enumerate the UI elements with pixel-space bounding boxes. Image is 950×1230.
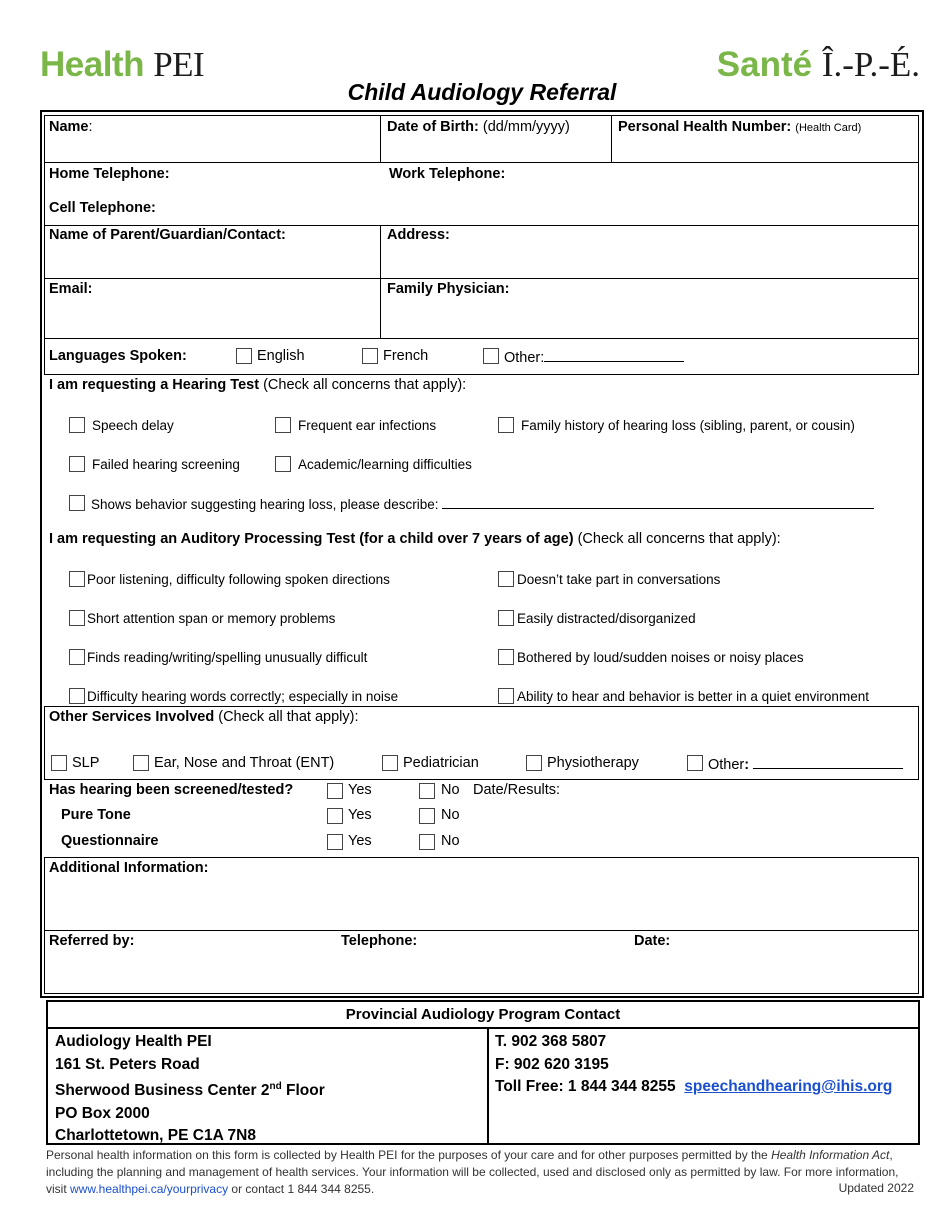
french-checkbox[interactable] [362,348,378,364]
additional-information-field[interactable]: Additional Information: [49,860,209,876]
divider [44,930,919,931]
loud-noises-label: Bothered by loud/sudden noises or noisy places [517,650,804,665]
loud-noises-checkbox[interactable] [498,649,514,665]
email-field[interactable]: Email: [49,281,93,297]
home-telephone-field[interactable]: Home Telephone: [49,166,170,182]
screened-no-checkbox[interactable] [419,783,435,799]
ear-infections-checkbox[interactable] [275,417,291,433]
physiotherapy-checkbox[interactable] [526,755,542,771]
pure-tone-label: Pure Tone [61,807,131,823]
hearing-test-heading: I am requesting a Hearing Test (Check all concerns that apply): [49,377,467,393]
pediatrician-checkbox[interactable] [382,755,398,771]
auditory-processing-heading: I am requesting an Auditory Processing Test (for a child over 7 years of age) (Check all concerns that apply): [49,531,781,547]
contact-heading: Provincial Audiology Program Contact [48,1002,918,1029]
attention-span-label: Short attention span or memory problems [87,611,336,626]
divider [380,115,381,162]
distracted-label: Easily distracted/disorganized [517,611,696,626]
referral-date-field[interactable]: Date: [634,933,671,949]
logo-ipe-word: Î.-P.-É. [821,45,920,84]
speech-delay-checkbox[interactable] [69,417,85,433]
divider [44,225,919,226]
behavior-hearing-loss-field[interactable]: Shows behavior suggesting hearing loss, please describe: [91,495,874,513]
phn-field[interactable]: Personal Health Number: (Health Card) [618,119,862,135]
family-history-checkbox[interactable] [498,417,514,433]
pure-tone-no-checkbox[interactable] [419,808,435,824]
logo-health-word: Health [40,45,144,84]
slp-checkbox[interactable] [51,755,67,771]
attention-span-checkbox[interactable] [69,610,85,626]
languages-label: Languages Spoken: [49,348,187,364]
academic-difficulties-label: Academic/learning difficulties [298,457,472,472]
french-label: French [383,348,429,364]
ent-label: Ear, Nose and Throat (ENT) [154,755,335,771]
logo-sante-word: Santé [716,45,813,84]
other-language-checkbox[interactable] [483,348,499,364]
failed-screening-label: Failed hearing screening [92,457,240,472]
other-services-heading: Other Services Involved (Check all that apply): [49,709,359,725]
english-checkbox[interactable] [236,348,252,364]
behavior-hearing-loss-checkbox[interactable] [69,495,85,511]
questionnaire-no-checkbox[interactable] [419,834,435,850]
divider [611,115,612,162]
distracted-checkbox[interactable] [498,610,514,626]
name-field[interactable]: Name: [49,119,93,135]
pure-tone-no-label: No [441,807,460,823]
logo-pei-word: PEI [153,45,205,84]
questionnaire-yes-checkbox[interactable] [327,834,343,850]
other-language-field[interactable]: Other: [504,348,684,367]
conversations-checkbox[interactable] [498,571,514,587]
slp-label: SLP [72,755,100,771]
family-history-label: Family history of hearing loss (sibling, parent, or cousin) [521,418,855,433]
hearing-words-checkbox[interactable] [69,688,85,704]
referrer-telephone-field[interactable]: Telephone: [341,933,418,949]
hearing-words-label: Difficulty hearing words correctly; especially in noise [87,689,399,704]
page-title: Child Audiology Referral [347,79,617,105]
screening-question: Has hearing been screened/tested? [49,782,294,798]
pure-tone-yes-checkbox[interactable] [327,808,343,824]
reading-writing-checkbox[interactable] [69,649,85,665]
questionnaire-label: Questionnaire [61,833,159,849]
work-telephone-field[interactable]: Work Telephone: [389,166,506,182]
ent-checkbox[interactable] [133,755,149,771]
failed-screening-checkbox[interactable] [69,456,85,472]
quiet-environment-checkbox[interactable] [498,688,514,704]
contact-email-link[interactable]: speechandhearing@ihis.org [684,1078,893,1095]
contact-numbers: T. 902 368 5807 F: 902 620 3195 Toll Free: 1 844 344 8255 speechandhearing@ihis.org [495,1033,893,1095]
dob-field[interactable]: Date of Birth: (dd/mm/yyyy) [387,119,570,135]
patient-info-box [44,115,919,375]
conversations-label: Doesn’t take part in conversations [517,572,721,587]
physiotherapy-label: Physiotherapy [547,755,639,771]
pure-tone-yes-label: Yes [348,807,372,823]
questionnaire-yes-label: Yes [348,833,372,849]
date-results-field[interactable]: Date/Results: [473,782,561,798]
parent-guardian-field[interactable]: Name of Parent/Guardian/Contact: [49,227,286,243]
poor-listening-checkbox[interactable] [69,571,85,587]
updated-date: Updated 2022 [838,1181,914,1195]
speech-delay-label: Speech delay [92,418,174,433]
privacy-website-link[interactable]: www.healthpei.ca/yourprivacy [70,1182,229,1196]
divider [44,162,919,163]
reading-writing-label: Finds reading/writing/spelling unusually difficult [87,650,368,665]
screened-no-label: No [441,782,460,798]
address-field[interactable]: Address: [387,227,450,243]
privacy-notice: Personal health information on this form is collected by Health PEI for the purposes of your care and for other purposes permitted by the Health Information Act, including the planning and management of health services. Your information will be collected, used and disclosed only as permitted by law. For more information, visit www.healthpei.ca/yourprivacy or contact 1 844 344 8255. [46,1148,899,1196]
screened-yes-label: Yes [348,782,372,798]
english-label: English [257,348,305,364]
divider [44,278,919,279]
academic-difficulties-checkbox[interactable] [275,456,291,472]
divider [487,1029,489,1143]
contact-box [46,1000,920,1145]
poor-listening-label: Poor listening, difficulty following spoken directions [87,572,390,587]
referred-by-field[interactable]: Referred by: [49,933,135,949]
pediatrician-label: Pediatrician [403,755,479,771]
other-service-checkbox[interactable] [687,755,703,771]
other-service-field[interactable]: Other: [708,755,903,774]
questionnaire-no-label: No [441,833,460,849]
quiet-environment-label: Ability to hear and behavior is better in a quiet environment [517,689,869,704]
family-physician-field[interactable]: Family Physician: [387,281,510,297]
divider [380,225,381,338]
ear-infections-label: Frequent ear infections [298,418,437,433]
contact-address: Audiology Health PEI 161 St. Peters Road Sherwood Business Center 2nd Floor PO Box 2000 Charlottetown, PE C1A 7N8 [55,1033,325,1145]
additional-info-box [44,857,919,994]
cell-telephone-field[interactable]: Cell Telephone: [49,200,156,216]
divider [44,338,919,339]
screened-yes-checkbox[interactable] [327,783,343,799]
